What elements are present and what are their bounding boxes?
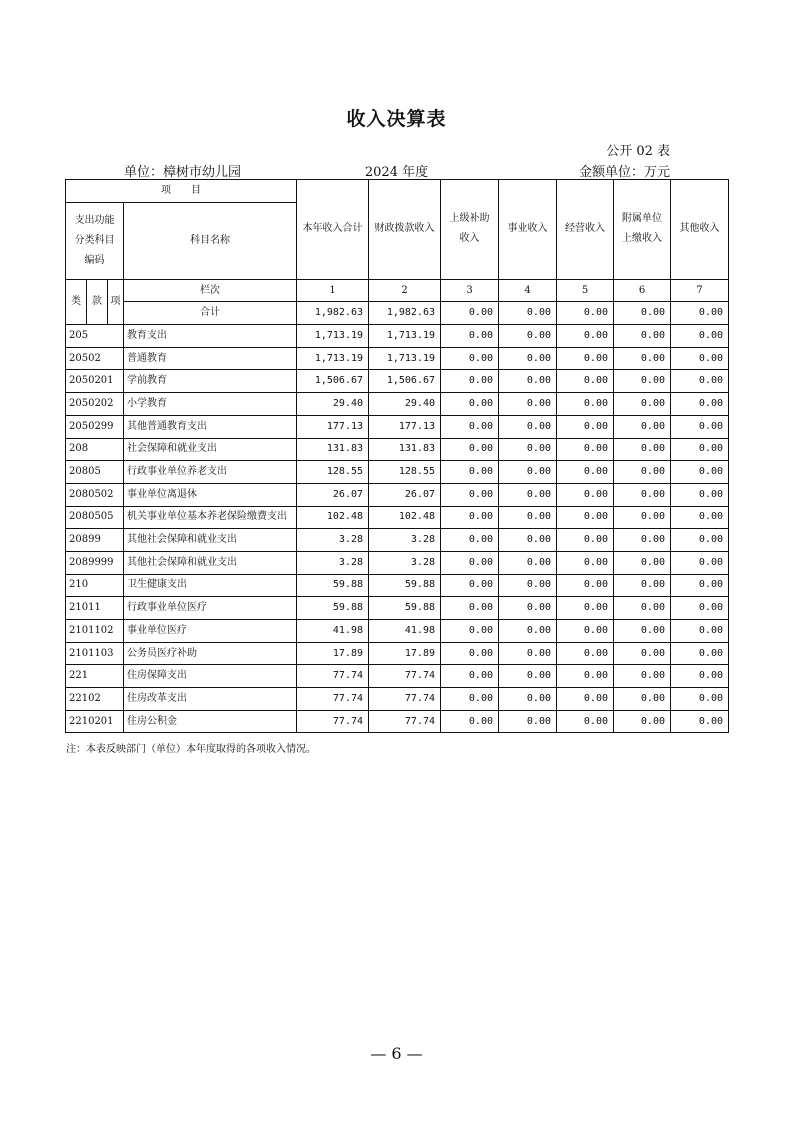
page-number: — 6 — — [370, 1044, 423, 1063]
row-value: 0.00 — [557, 347, 614, 370]
row-value: 0.00 — [671, 461, 729, 484]
row-value: 0.00 — [499, 461, 557, 484]
col-other-header: 其他收入 — [671, 180, 729, 280]
row-code: 208 — [66, 438, 124, 461]
row-value: 0.00 — [441, 347, 499, 370]
row-name: 社会保障和就业支出 — [124, 438, 297, 461]
row-value: 17.89 — [297, 642, 369, 665]
project-header: 项 目 — [66, 180, 297, 203]
row-value: 0.00 — [671, 665, 729, 688]
row-value: 0.00 — [441, 461, 499, 484]
row-value: 0.00 — [441, 483, 499, 506]
row-value: 0.00 — [671, 325, 729, 348]
row-value: 0.00 — [441, 551, 499, 574]
row-name: 公务员医疗补助 — [124, 642, 297, 665]
row-value: 3.28 — [369, 551, 441, 574]
row-value: 26.07 — [297, 483, 369, 506]
row-code: 2050202 — [66, 393, 124, 416]
row-value: 0.00 — [614, 461, 671, 484]
col-number: 5 — [557, 279, 614, 302]
row-value: 41.98 — [297, 620, 369, 643]
row-code: 205 — [66, 325, 124, 348]
row-value: 0.00 — [441, 370, 499, 393]
table-row — [66, 325, 729, 348]
table-row — [66, 710, 729, 733]
row-value: 0.00 — [614, 325, 671, 348]
table-row — [66, 393, 729, 416]
table-row — [66, 438, 729, 461]
row-value: 0.00 — [557, 551, 614, 574]
row-value: 0.00 — [671, 642, 729, 665]
row-value: 3.28 — [369, 529, 441, 552]
row-value: 128.55 — [297, 461, 369, 484]
row-name: 事业单位离退休 — [124, 483, 297, 506]
row-code: 22102 — [66, 688, 124, 711]
header-row-lanci — [66, 279, 729, 302]
row-value: 0.00 — [557, 710, 614, 733]
row-value: 1,713.19 — [369, 347, 441, 370]
col-fiscal-header: 财政拨款收入 — [369, 180, 441, 280]
row-value: 0.00 — [499, 710, 557, 733]
row-name: 行政事业单位医疗 — [124, 597, 297, 620]
row-value: 0.00 — [499, 347, 557, 370]
col-operating-header: 经营收入 — [557, 180, 614, 280]
row-name: 其他社会保障和就业支出 — [124, 529, 297, 552]
row-value: 77.74 — [297, 688, 369, 711]
total-cell: 0.00 — [499, 302, 557, 325]
row-value: 0.00 — [671, 710, 729, 733]
table-row — [66, 642, 729, 665]
row-value: 1,506.67 — [369, 370, 441, 393]
code-label-line-1: 支出功能 — [74, 214, 115, 226]
total-row — [66, 302, 729, 325]
row-value: 0.00 — [671, 415, 729, 438]
table-row — [66, 415, 729, 438]
row-value: 0.00 — [499, 483, 557, 506]
col-affiliated-line-2: 上缴收入 — [622, 233, 662, 245]
total-cell: 0.00 — [614, 302, 671, 325]
table-row — [66, 688, 729, 711]
row-name: 行政事业单位养老支出 — [124, 461, 297, 484]
row-value: 0.00 — [557, 665, 614, 688]
row-value: 77.74 — [297, 665, 369, 688]
row-value: 0.00 — [557, 483, 614, 506]
row-value: 77.74 — [369, 710, 441, 733]
row-value: 0.00 — [441, 597, 499, 620]
row-value: 131.83 — [297, 438, 369, 461]
xiang-header: 项 — [108, 279, 124, 324]
col-number: 1 — [297, 279, 369, 302]
row-value: 0.00 — [441, 415, 499, 438]
row-code: 20899 — [66, 529, 124, 552]
table-row — [66, 597, 729, 620]
row-value: 0.00 — [499, 415, 557, 438]
table-row — [66, 483, 729, 506]
col-superior-line-2: 收入 — [459, 233, 480, 245]
table-row — [66, 665, 729, 688]
row-value: 0.00 — [614, 688, 671, 711]
row-value: 1,506.67 — [297, 370, 369, 393]
col-total-header: 本年收入合计 — [297, 180, 369, 280]
row-value: 0.00 — [671, 438, 729, 461]
row-name: 普通教育 — [124, 347, 297, 370]
row-name: 机关事业单位基本养老保险缴费支出 — [124, 506, 297, 529]
row-code: 21011 — [66, 597, 124, 620]
row-value: 0.00 — [671, 529, 729, 552]
document-title: 收入决算表 — [346, 108, 447, 130]
row-value: 0.00 — [557, 620, 614, 643]
col-affiliated-header — [614, 180, 671, 280]
col-number: 4 — [499, 279, 557, 302]
row-value: 0.00 — [499, 597, 557, 620]
row-code: 2080502 — [66, 483, 124, 506]
lanci-label: 栏次 — [124, 279, 297, 302]
row-value: 0.00 — [499, 370, 557, 393]
code-label-header — [66, 202, 124, 279]
row-value: 0.00 — [499, 620, 557, 643]
row-code: 210 — [66, 574, 124, 597]
row-value: 59.88 — [297, 597, 369, 620]
col-number: 6 — [614, 279, 671, 302]
row-value: 0.00 — [499, 665, 557, 688]
row-value: 1,713.19 — [297, 347, 369, 370]
row-value: 1,713.19 — [297, 325, 369, 348]
total-cell: 0.00 — [557, 302, 614, 325]
row-value: 59.88 — [369, 574, 441, 597]
row-value: 0.00 — [671, 370, 729, 393]
row-value: 0.00 — [671, 574, 729, 597]
lei-header: 类 — [66, 279, 87, 324]
row-value: 0.00 — [499, 642, 557, 665]
row-value: 128.55 — [369, 461, 441, 484]
col-superior-header — [441, 180, 499, 280]
row-value: 177.13 — [369, 415, 441, 438]
row-value: 0.00 — [671, 393, 729, 416]
table-row — [66, 347, 729, 370]
row-code: 221 — [66, 665, 124, 688]
row-value: 0.00 — [499, 529, 557, 552]
income-table — [65, 179, 729, 733]
row-value: 0.00 — [441, 665, 499, 688]
row-value: 0.00 — [441, 574, 499, 597]
row-value: 3.28 — [297, 529, 369, 552]
col-number: 3 — [441, 279, 499, 302]
row-value: 0.00 — [441, 529, 499, 552]
row-code: 2089999 — [66, 551, 124, 574]
row-value: 0.00 — [671, 506, 729, 529]
row-value: 0.00 — [557, 688, 614, 711]
row-value: 177.13 — [297, 415, 369, 438]
row-value: 0.00 — [557, 325, 614, 348]
row-name: 其他社会保障和就业支出 — [124, 551, 297, 574]
row-value: 0.00 — [441, 688, 499, 711]
col-business-header: 事业收入 — [499, 180, 557, 280]
row-value: 0.00 — [614, 370, 671, 393]
amount-unit-label: 金额单位：万元 — [578, 165, 670, 180]
total-cell: 0.00 — [441, 302, 499, 325]
row-value: 0.00 — [671, 688, 729, 711]
row-name: 事业单位医疗 — [124, 620, 297, 643]
row-value: 0.00 — [557, 393, 614, 416]
code-label-line-2: 分类科目 — [74, 234, 115, 246]
row-value: 41.98 — [369, 620, 441, 643]
row-value: 0.00 — [441, 506, 499, 529]
row-value: 26.07 — [369, 483, 441, 506]
row-value: 29.40 — [297, 393, 369, 416]
row-code: 2050299 — [66, 415, 124, 438]
total-cell: 1,982.63 — [369, 302, 441, 325]
row-name: 住房保障支出 — [124, 665, 297, 688]
table-note: 注：本表反映部门（单位）本年度取得的各项收入情况。 — [66, 744, 316, 755]
code-label-line-3: 编码 — [84, 254, 105, 266]
row-name: 学前教育 — [124, 370, 297, 393]
row-value: 0.00 — [441, 393, 499, 416]
row-value: 0.00 — [499, 325, 557, 348]
row-value: 0.00 — [671, 620, 729, 643]
row-value: 0.00 — [499, 688, 557, 711]
row-value: 0.00 — [614, 393, 671, 416]
row-value: 0.00 — [441, 325, 499, 348]
row-value: 77.74 — [369, 688, 441, 711]
row-value: 17.89 — [369, 642, 441, 665]
row-code: 20805 — [66, 461, 124, 484]
col-number: 2 — [369, 279, 441, 302]
col-affiliated-line-1: 附属单位 — [622, 213, 662, 225]
row-value: 29.40 — [369, 393, 441, 416]
row-value: 0.00 — [499, 438, 557, 461]
row-value: 0.00 — [557, 574, 614, 597]
row-value: 0.00 — [557, 370, 614, 393]
row-name: 住房公积金 — [124, 710, 297, 733]
row-name: 其他普通教育支出 — [124, 415, 297, 438]
form-number: 公开 02 表 — [606, 144, 670, 159]
row-name: 卫生健康支出 — [124, 574, 297, 597]
row-name: 小学教育 — [124, 393, 297, 416]
row-value: 59.88 — [369, 597, 441, 620]
row-value: 77.74 — [369, 665, 441, 688]
table-row — [66, 551, 729, 574]
row-value: 0.00 — [557, 642, 614, 665]
row-value: 77.74 — [297, 710, 369, 733]
row-name: 教育支出 — [124, 325, 297, 348]
total-label: 合计 — [124, 302, 297, 325]
total-cell: 1,982.63 — [297, 302, 369, 325]
row-code: 20502 — [66, 347, 124, 370]
row-value: 0.00 — [614, 665, 671, 688]
row-value: 0.00 — [614, 710, 671, 733]
col-superior-line-1: 上级补助 — [449, 213, 490, 225]
row-value: 0.00 — [499, 551, 557, 574]
row-value: 102.48 — [369, 506, 441, 529]
row-value: 102.48 — [297, 506, 369, 529]
row-value: 0.00 — [671, 597, 729, 620]
row-code: 2080505 — [66, 506, 124, 529]
row-value: 0.00 — [614, 483, 671, 506]
row-value: 0.00 — [671, 347, 729, 370]
total-cell: 0.00 — [671, 302, 729, 325]
row-value: 0.00 — [614, 529, 671, 552]
row-value: 0.00 — [557, 529, 614, 552]
row-value: 0.00 — [614, 597, 671, 620]
table-row — [66, 620, 729, 643]
row-code: 2101103 — [66, 642, 124, 665]
row-value: 0.00 — [557, 438, 614, 461]
row-value: 0.00 — [441, 710, 499, 733]
row-value: 0.00 — [614, 415, 671, 438]
row-value: 131.83 — [369, 438, 441, 461]
row-value: 0.00 — [499, 574, 557, 597]
row-value: 0.00 — [557, 506, 614, 529]
row-value: 0.00 — [614, 642, 671, 665]
table-row — [66, 506, 729, 529]
row-value: 0.00 — [671, 551, 729, 574]
header-row-project — [66, 180, 729, 203]
row-value: 0.00 — [441, 438, 499, 461]
row-value: 0.00 — [614, 620, 671, 643]
row-value: 0.00 — [499, 506, 557, 529]
row-value: 3.28 — [297, 551, 369, 574]
row-value: 0.00 — [671, 483, 729, 506]
row-value: 0.00 — [557, 415, 614, 438]
row-value: 0.00 — [441, 642, 499, 665]
row-value: 1,713.19 — [369, 325, 441, 348]
row-code: 2210201 — [66, 710, 124, 733]
row-code: 2101102 — [66, 620, 124, 643]
row-value: 0.00 — [614, 551, 671, 574]
table-row — [66, 529, 729, 552]
row-value: 0.00 — [557, 461, 614, 484]
row-value: 0.00 — [441, 620, 499, 643]
col-number: 7 — [671, 279, 729, 302]
row-value: 0.00 — [614, 506, 671, 529]
year-label: 2024 年度 — [364, 165, 429, 180]
subject-name-header: 科目名称 — [124, 202, 297, 279]
table-row — [66, 574, 729, 597]
row-name: 住房改革支出 — [124, 688, 297, 711]
kuan-header: 款 — [87, 279, 108, 324]
row-value: 0.00 — [614, 347, 671, 370]
row-value: 0.00 — [614, 574, 671, 597]
table-row — [66, 461, 729, 484]
row-value: 59.88 — [297, 574, 369, 597]
row-value: 0.00 — [557, 597, 614, 620]
row-code: 2050201 — [66, 370, 124, 393]
row-value: 0.00 — [499, 393, 557, 416]
unit-label: 单位：樟树市幼儿园 — [124, 165, 242, 180]
row-value: 0.00 — [614, 438, 671, 461]
table-row — [66, 370, 729, 393]
